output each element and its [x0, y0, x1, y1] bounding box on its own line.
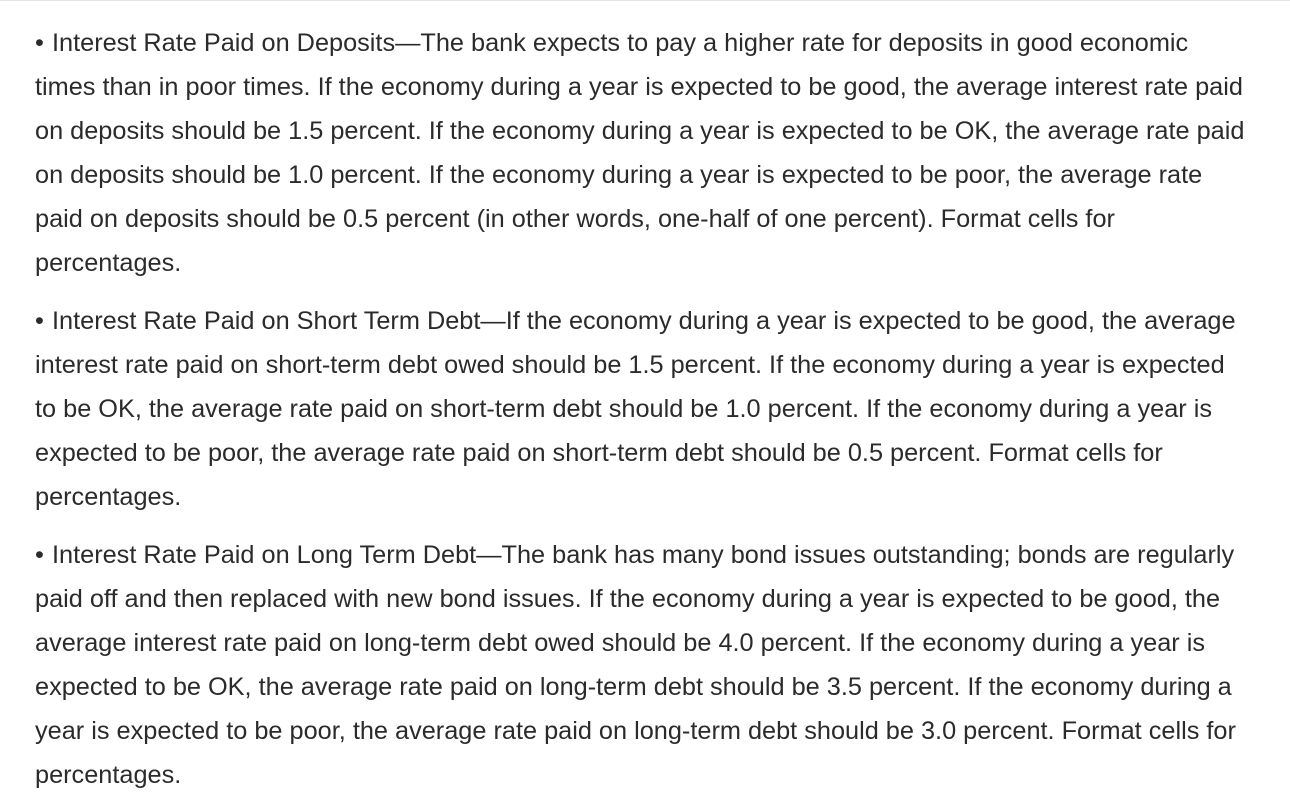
- paragraph-text: Interest Rate Paid on Deposits—The bank expects to pay a higher rate for deposits in good economic times than in poor times. If the economy during a year is expected to be good, the average interest rate paid on deposits should be 1.5 percent. If the economy during a year is expected to be OK, the average rate paid on deposits should be 1.0 percent. If the economy during a year is expected to be poor, the average rate paid on deposits should be 0.5 percent (in other words, one-half of one percent). Format cells for percentages.: [35, 29, 1245, 277]
- short-term-debt-rate-paragraph: [35, 299, 1250, 519]
- deposits-rate-paragraph: [35, 21, 1250, 285]
- bullet-icon: •: [35, 307, 44, 335]
- bullet-icon: •: [35, 29, 44, 57]
- document-body: [35, 21, 1250, 811]
- bullet-icon: •: [35, 541, 44, 569]
- paragraph-text: Interest Rate Paid on Long Term Debt—The bank has many bond issues outstanding; bonds are regularly paid off and then replaced with new bond issues. If the economy during a year is expected to be good, the average interest rate paid on long-term debt owed should be 4.0 percent. If the economy during a year is expected to be OK, the average rate paid on long-term debt should be 3.5 percent. If the economy during a year is expected to be poor, the average rate paid on long-term debt should be 3.0 percent. Format cells for percentages.: [35, 541, 1236, 789]
- paragraph-text: Interest Rate Paid on Short Term Debt—If the economy during a year is expected to be good, the average interest rate paid on short-term debt owed should be 1.5 percent. If the economy during a year is expected to be OK, the average rate paid on short-term debt should be 1.0 percent. If the economy during a year is expected to be poor, the average rate paid on short-term debt should be 0.5 percent. Format cells for percentages.: [35, 307, 1236, 511]
- long-term-debt-rate-paragraph: [35, 533, 1250, 797]
